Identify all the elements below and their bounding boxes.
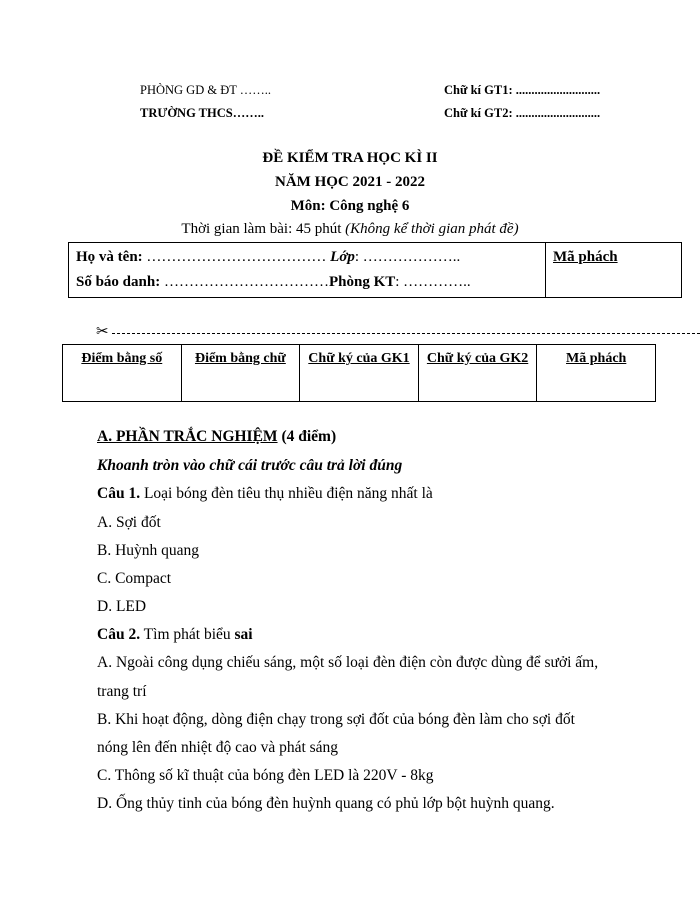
school-label: TRƯỜNG THCS……..	[140, 106, 264, 120]
school-year: NĂM HỌC 2021 - 2022	[275, 174, 425, 190]
q2-option-a[interactable]: A. Ngoài công dụng chiếu sáng, một số loại đèn điện còn được dùng để sưởi ấm,	[97, 654, 599, 671]
ma-phach-cell: Mã phách	[537, 345, 656, 402]
grade-table	[62, 344, 656, 402]
section-a-heading	[97, 428, 336, 446]
class-dots[interactable]: : ………………..	[354, 249, 461, 265]
gk1-signature-cell: Chữ ký của GK1	[300, 345, 419, 402]
q1-option-b[interactable]: B. Huỳnh quang	[97, 542, 200, 559]
sbd-line	[76, 274, 471, 291]
q1-option-d[interactable]: D. LED	[97, 598, 147, 615]
examiner1-signature: Chữ kí GT1: ...........................	[444, 83, 601, 97]
section-a-title: A. PHẦN TRẮC NGHIỆM	[97, 428, 278, 445]
q2-option-a-cont[interactable]: trang trí	[97, 683, 147, 700]
info-divider	[545, 243, 546, 297]
grade-words-cell: Điểm bằng chữ	[181, 345, 300, 402]
time-note: (Không kể thời gian phát đề)	[345, 221, 519, 237]
room-label: Phòng KT	[328, 274, 396, 290]
section-a-instruction: Khoanh tròn vào chữ cái trước câu trả lời đúng	[97, 457, 403, 474]
q1-label: Câu 1.	[97, 485, 141, 502]
gk2-signature-cell: Chữ ký của GK2	[418, 345, 537, 402]
q2-label: Câu 2.	[97, 626, 141, 643]
q1-text: Loại bóng đèn tiêu thụ nhiều điện năng nhất là	[140, 485, 433, 502]
q1-option-c[interactable]: C. Compact	[97, 570, 172, 587]
q2-option-d[interactable]: D. Ống thủy tinh của bóng đèn huỳnh quang có phủ lớp bột huỳnh quang.	[97, 795, 555, 812]
room-dots[interactable]: : …………..	[395, 274, 471, 290]
cut-line	[112, 333, 700, 334]
name-label: Họ và tên:	[76, 249, 143, 265]
department-label: PHÒNG GD & ĐT ……..	[140, 83, 272, 97]
q2-option-c[interactable]: C. Thông số kĩ thuật của bóng đèn LED là 220V - 8kg	[97, 767, 434, 784]
class-label: Lớp	[330, 249, 355, 265]
grade-number-cell: Điểm bằng số	[63, 345, 182, 402]
time-line	[0, 221, 700, 238]
q1-option-a[interactable]: A. Sợi đốt	[97, 514, 161, 531]
ma-phach-label: Mã phách	[553, 249, 618, 265]
q2-emphasis: sai	[234, 626, 253, 643]
exam-title: ĐỀ KIỂM TRA HỌC KÌ II	[262, 150, 438, 166]
subject: Môn: Công nghệ 6	[290, 198, 410, 214]
q2-option-b[interactable]: B. Khi hoạt động, dòng điện chạy trong sợi đốt của bóng đèn làm cho sợi đốt	[97, 711, 575, 728]
sbd-dots[interactable]: ……………………………	[160, 274, 329, 290]
sbd-label: Số báo danh:	[76, 274, 161, 290]
grade-table-row	[63, 345, 656, 402]
q2-text: Tìm phát biểu	[140, 626, 235, 643]
question-2	[97, 626, 253, 644]
section-a-points: (4 điểm)	[277, 428, 337, 445]
name-line	[76, 249, 460, 266]
q2-option-b-cont[interactable]: nóng lên đến nhiệt độ cao và phát sáng	[97, 739, 339, 756]
question-1	[97, 485, 433, 503]
scissors-icon: ✂	[96, 324, 109, 340]
student-info-box	[68, 242, 682, 298]
time-text: Thời gian làm bài: 45 phút	[181, 221, 346, 237]
name-dots[interactable]: ………………………………	[142, 249, 331, 265]
examiner2-signature: Chữ kí GT2: ...........................	[444, 106, 601, 120]
